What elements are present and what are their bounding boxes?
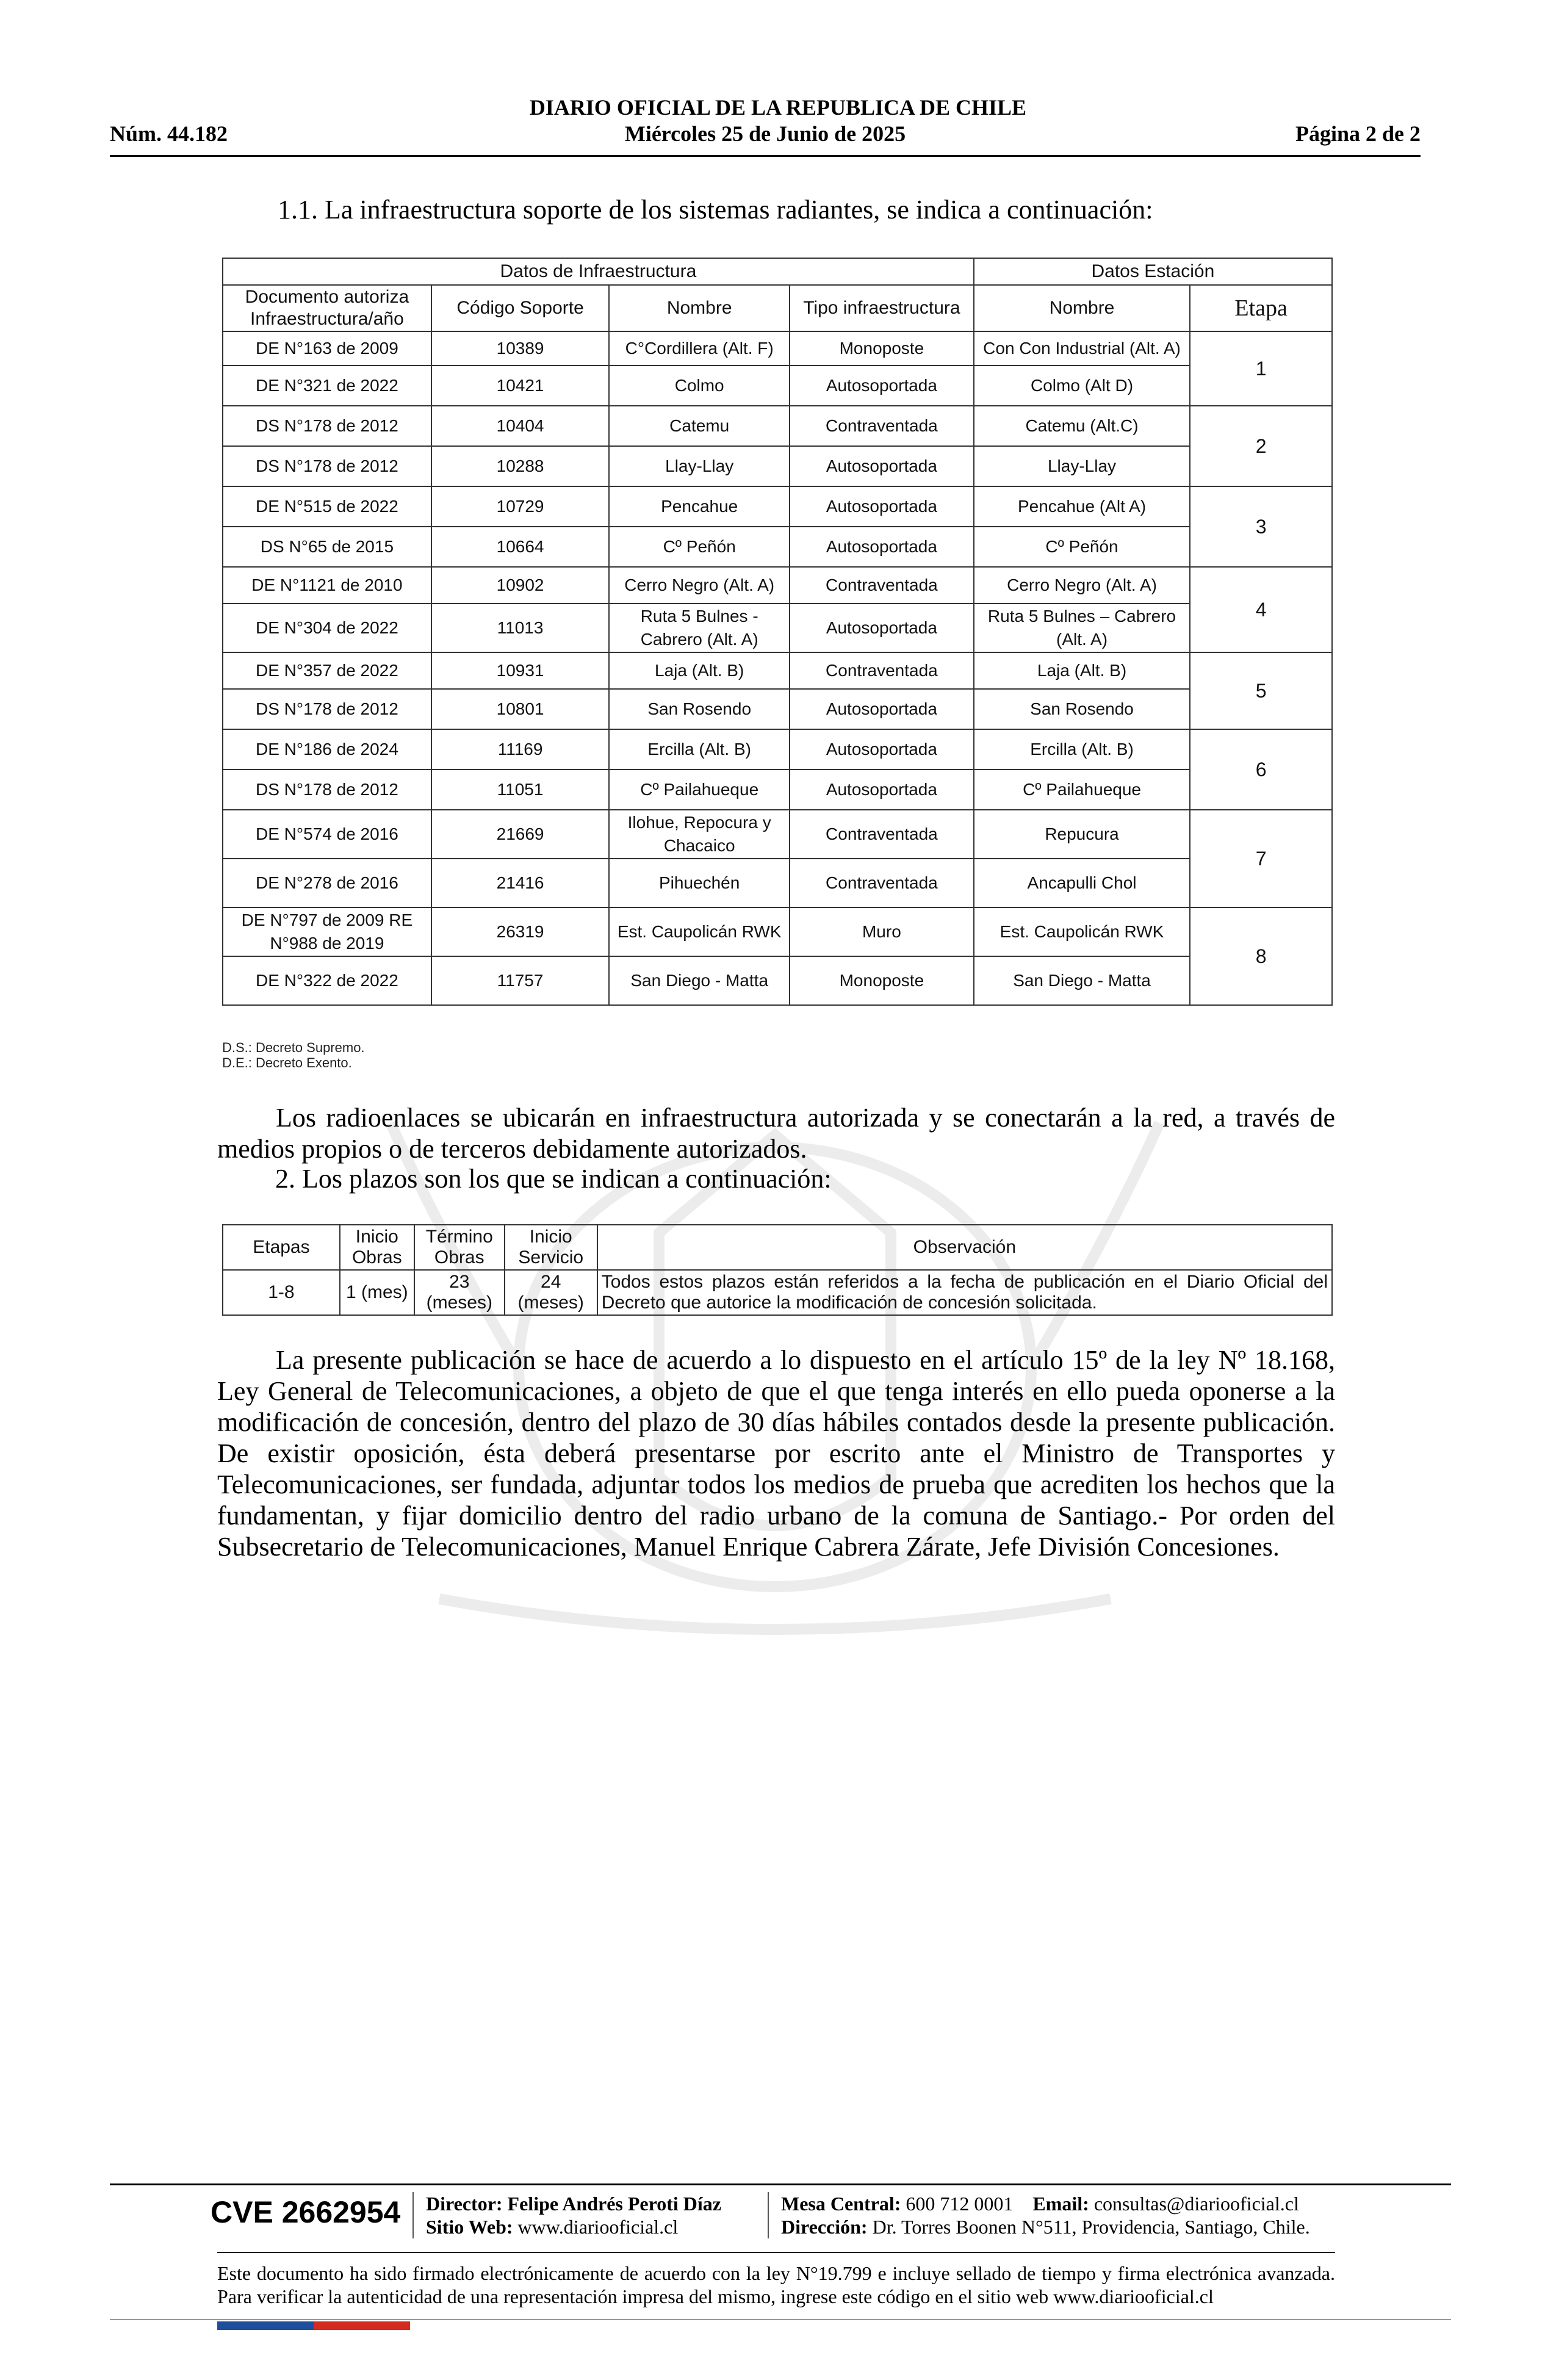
cell-type: Autosoportada <box>790 729 974 770</box>
cell-type: Autosoportada <box>790 527 974 567</box>
cell-code: 11757 <box>431 956 610 1005</box>
cell-code: 11051 <box>431 770 610 810</box>
cell-inicio-obras: 1 (mes) <box>340 1270 414 1315</box>
cell-station-name: Con Con Industrial (Alt. A) <box>974 331 1190 366</box>
col-header-code: Código Soporte <box>431 285 610 331</box>
footer-separator <box>412 2192 414 2238</box>
director-label: Director: <box>426 2193 503 2215</box>
cell-station-name: San Rosendo <box>974 689 1190 729</box>
cell-name: Cerro Negro (Alt. A) <box>609 567 790 604</box>
cell-code: 10389 <box>431 331 610 366</box>
cell-code: 10664 <box>431 527 610 567</box>
table-row <box>223 810 1332 859</box>
cell-type: Muro <box>790 907 974 956</box>
footer-separator <box>768 2192 769 2238</box>
table-row <box>223 446 1332 486</box>
cell-etapa: 4 <box>1190 567 1332 652</box>
cell-station-name: Est. Caupolicán RWK <box>974 907 1190 956</box>
cell-station-name: Pencahue (Alt A) <box>974 486 1190 527</box>
deadlines-table <box>222 1224 1333 1316</box>
table-row <box>223 604 1332 652</box>
publication-text: La presente publicación se hace de acuerdo a lo dispuesto en el artículo 15º de la ley Nº 18.168, Ley General de Telecomunicaciones, a objeto de que el que tenga interés en ello pueda oponerse a la modificación de concesión, dentro del plazo de 30 días hábiles contados desde la presente publicación. De existir oposición, ésta deberá presentarse por escrito ante el Ministro de Transportes y Telecomunicaciones, ser fundada, adjuntar todos los medios de prueba que acrediten los hechos que la fundamentan, y fijar domicilio dentro del radio urbano de la comuna de Santiago.- Por orden del Subsecretario de Telecomunicaciones, Manuel Enrique Cabrera Zárate, Jefe División Concesiones. <box>217 1345 1335 1562</box>
publication-paragraph <box>217 1344 1335 1562</box>
cell-type: Monoposte <box>790 331 974 366</box>
footnote-ds: D.S.: Decreto Supremo. <box>222 1040 365 1055</box>
cell-code: 10288 <box>431 446 610 486</box>
cell-type: Autosoportada <box>790 486 974 527</box>
table-row <box>223 907 1332 956</box>
col-header-type: Tipo infraestructura <box>790 285 974 331</box>
page-number: Página 2 de 2 <box>1295 121 1421 146</box>
cell-type: Autosoportada <box>790 366 974 406</box>
cell-document: DE N°163 de 2009 <box>223 331 431 366</box>
mesa-label: Mesa Central: <box>781 2193 901 2215</box>
cell-code: 26319 <box>431 907 610 956</box>
table-footnotes <box>222 1040 365 1070</box>
col-header-document: Documento autoriza Infraestructura/año <box>223 285 431 331</box>
cell-document: DE N°304 de 2022 <box>223 604 431 652</box>
cell-name: Cº Pailahueque <box>609 770 790 810</box>
cell-type: Contraventada <box>790 810 974 859</box>
cell-station-name: San Diego - Matta <box>974 956 1190 1005</box>
cell-code: 21416 <box>431 859 610 907</box>
cell-station-name: Cº Pailahueque <box>974 770 1190 810</box>
issue-date: Miércoles 25 de Junio de 2025 <box>624 121 906 146</box>
cell-code: 10801 <box>431 689 610 729</box>
table-row <box>223 486 1332 527</box>
cell-type: Contraventada <box>790 652 974 689</box>
cell-etapa: 6 <box>1190 729 1332 810</box>
flag-red-segment <box>314 2321 410 2330</box>
group-header-infrastructure: Datos de Infraestructura <box>223 258 974 285</box>
cell-name: Laja (Alt. B) <box>609 652 790 689</box>
mesa-phone: 600 712 0001 <box>906 2193 1014 2215</box>
footer-divider-middle <box>217 2252 1335 2253</box>
cell-document: DS N°65 de 2015 <box>223 527 431 567</box>
cell-type: Contraventada <box>790 567 974 604</box>
cell-etapa: 7 <box>1190 810 1332 907</box>
cell-etapa: 3 <box>1190 486 1332 567</box>
table-row <box>223 406 1332 446</box>
cell-code: 10404 <box>431 406 610 446</box>
signature-note: Este documento ha sido firmado electrónicamente de acuerdo con la ley N°19.799 e incluye sellado de tiempo y firma electrónica avanzada. Para verificar la autenticidad de una representación impresa del mismo, ingrese este código en el sitio web www.diariooficial.cl <box>217 2262 1335 2307</box>
cell-station-name: Repucura <box>974 810 1190 859</box>
director-name: Felipe Andrés Peroti Díaz <box>507 2193 721 2215</box>
col-header-inicio-obras: Inicio Obras <box>340 1225 414 1270</box>
cell-code: 10421 <box>431 366 610 406</box>
address-label: Dirección: <box>781 2216 868 2238</box>
web-link[interactable]: www.diariooficial.cl <box>517 2216 679 2238</box>
table-row <box>223 859 1332 907</box>
cell-type: Contraventada <box>790 406 974 446</box>
web-label: Sitio Web: <box>426 2216 513 2238</box>
cell-name: Pencahue <box>609 486 790 527</box>
cell-type: Contraventada <box>790 859 974 907</box>
cell-name: Pihuechén <box>609 859 790 907</box>
cell-document: DS N°178 de 2012 <box>223 689 431 729</box>
cell-code: 11169 <box>431 729 610 770</box>
cell-code: 10729 <box>431 486 610 527</box>
table-row <box>223 527 1332 567</box>
cell-termino-obras: 23 (meses) <box>414 1270 505 1315</box>
email-label: Email: <box>1032 2193 1089 2215</box>
header-divider <box>110 155 1421 157</box>
table-row <box>223 331 1332 366</box>
issue-number: Núm. 44.182 <box>110 121 228 146</box>
cell-name: C°Cordillera (Alt. F) <box>609 331 790 366</box>
radiolinks-text: Los radioenlaces se ubicarán en infraestructura autorizada y se conectarán a la red, a través de medios propios o de terceros debidamente autorizados. <box>217 1103 1335 1164</box>
radiolinks-paragraph <box>217 1102 1335 1164</box>
cell-document: DE N°574 de 2016 <box>223 810 431 859</box>
cell-name: Cº Peñón <box>609 527 790 567</box>
cell-etapas: 1-8 <box>223 1270 340 1315</box>
cell-document: DE N°322 de 2022 <box>223 956 431 1005</box>
cell-type: Monoposte <box>790 956 974 1005</box>
cell-document: DE N°797 de 2009 RE N°988 de 2019 <box>223 907 431 956</box>
cell-station-name: Laja (Alt. B) <box>974 652 1190 689</box>
cell-station-name: Colmo (Alt D) <box>974 366 1190 406</box>
cell-station-name: Ancapulli Chol <box>974 859 1190 907</box>
cell-type: Autosoportada <box>790 689 974 729</box>
cell-etapa: 8 <box>1190 907 1332 1005</box>
flag-blue-segment <box>217 2321 314 2330</box>
col-header-etapas: Etapas <box>223 1225 340 1270</box>
col-header-etapa: Etapa <box>1190 285 1332 331</box>
header-row <box>110 121 1421 149</box>
cell-name: San Diego - Matta <box>609 956 790 1005</box>
footer-divider-top <box>110 2183 1451 2185</box>
table-row <box>223 956 1332 1005</box>
cell-code: 11013 <box>431 604 610 652</box>
intro-paragraph: 1.1. La infraestructura soporte de los sistemas radiantes, se indica a continuación: <box>278 195 1153 225</box>
cell-document: DE N°278 de 2016 <box>223 859 431 907</box>
cell-station-name: Cº Peñón <box>974 527 1190 567</box>
cell-document: DS N°178 de 2012 <box>223 406 431 446</box>
col-header-name: Nombre <box>609 285 790 331</box>
col-header-observacion: Observación <box>597 1225 1332 1270</box>
cell-document: DE N°186 de 2024 <box>223 729 431 770</box>
group-header-station: Datos Estación <box>974 258 1332 285</box>
footnote-de: D.E.: Decreto Exento. <box>222 1055 352 1070</box>
infrastructure-table <box>222 258 1333 1006</box>
cell-document: DS N°178 de 2012 <box>223 770 431 810</box>
table-row <box>223 1270 1332 1315</box>
flag-stripe <box>217 2321 410 2330</box>
cell-station-name: Catemu (Alt.C) <box>974 406 1190 446</box>
cell-name: Ilohue, Repocura y Chacaico <box>609 810 790 859</box>
cell-code: 21669 <box>431 810 610 859</box>
footer-divider-bottom <box>110 2319 1451 2320</box>
cell-inicio-servicio: 24 (meses) <box>505 1270 597 1315</box>
cell-observacion: Todos estos plazos están referidos a la fecha de publicación en el Diario Oficial del Decreto que autorice la modificación de concesión solicitada. <box>597 1270 1332 1315</box>
cell-document: DE N°1121 de 2010 <box>223 567 431 604</box>
cell-station-name: Cerro Negro (Alt. A) <box>974 567 1190 604</box>
col-header-termino-obras: Término Obras <box>414 1225 505 1270</box>
footer-contact-block <box>781 2192 1310 2238</box>
cell-document: DS N°178 de 2012 <box>223 446 431 486</box>
cell-type: Autosoportada <box>790 604 974 652</box>
cell-document: DE N°357 de 2022 <box>223 652 431 689</box>
address: Dr. Torres Boonen N°511, Providencia, Santiago, Chile. <box>872 2216 1310 2238</box>
cell-station-name: Ercilla (Alt. B) <box>974 729 1190 770</box>
table-row <box>223 366 1332 406</box>
cell-code: 10931 <box>431 652 610 689</box>
cell-document: DE N°321 de 2022 <box>223 366 431 406</box>
cell-name: Est. Caupolicán RWK <box>609 907 790 956</box>
table-row <box>223 770 1332 810</box>
plazos-intro: 2. Los plazos son los que se indican a continuación: <box>275 1164 832 1194</box>
cell-etapa: 5 <box>1190 652 1332 729</box>
col-header-inicio-servicio: Inicio Servicio <box>505 1225 597 1270</box>
cell-type: Autosoportada <box>790 770 974 810</box>
cell-station-name: Ruta 5 Bulnes – Cabrero (Alt. A) <box>974 604 1190 652</box>
footer-director-block <box>426 2192 721 2238</box>
cell-name: Ercilla (Alt. B) <box>609 729 790 770</box>
cell-name: Llay-Llay <box>609 446 790 486</box>
table-row <box>223 652 1332 689</box>
infrastructure-table-body <box>223 331 1332 1005</box>
cell-station-name: Llay-Llay <box>974 446 1190 486</box>
cell-document: DE N°515 de 2022 <box>223 486 431 527</box>
cve-code: CVE 2662954 <box>211 2195 401 2229</box>
table-row <box>223 689 1332 729</box>
email-link[interactable]: consultas@diariooficial.cl <box>1093 2193 1299 2215</box>
cell-etapa: 2 <box>1190 406 1332 486</box>
cell-name: San Rosendo <box>609 689 790 729</box>
cell-etapa: 1 <box>1190 331 1332 406</box>
col-header-station-name: Nombre <box>974 285 1190 331</box>
newspaper-title: DIARIO OFICIAL DE LA REPUBLICA DE CHILE <box>529 95 1027 120</box>
cell-name: Ruta 5 Bulnes - Cabrero (Alt. A) <box>609 604 790 652</box>
cell-name: Catemu <box>609 406 790 446</box>
cell-code: 10902 <box>431 567 610 604</box>
cell-type: Autosoportada <box>790 446 974 486</box>
cell-name: Colmo <box>609 366 790 406</box>
table-row <box>223 567 1332 604</box>
table-row <box>223 729 1332 770</box>
